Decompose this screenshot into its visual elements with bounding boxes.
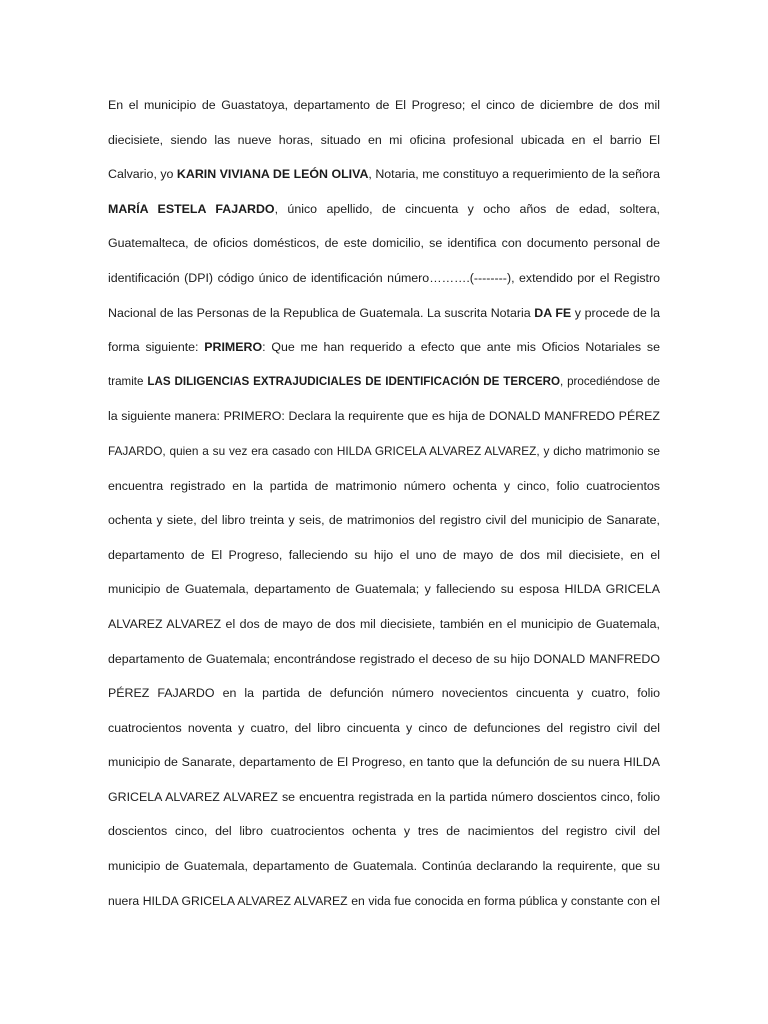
text-line [108,88,660,123]
text-line [108,814,660,849]
bold-text-segment: KARIN VIVIANA DE LEÓN OLIVA [176,167,369,182]
text-line [108,296,660,331]
text-segment: Guatemalteca, de oficios domésticos, de este domicilio, se identifica con documento personal de [108,236,660,251]
text-line [108,607,660,642]
text-segment: doscientos cinco, del libro cuatrocientos ochenta y tres de nacimientos del registro civil del [108,824,660,839]
text-line [108,884,660,919]
text-line [108,676,660,711]
text-line [108,399,660,434]
text-line [108,157,660,192]
text-segment: forma siguiente: [108,340,205,355]
text-segment: : Que me han requerido a efecto que ante mis Oficios Notariales se [262,340,660,355]
document-body-text [108,88,660,918]
text-line [108,538,660,573]
text-segment: nuera HILDA GRICELA ALVAREZ ALVAREZ en vida fue conocida en forma pública y constante con el [108,893,660,908]
text-segment: ochenta y siete, del libro treinta y seis, de matrimonios del registro civil del municipio de Sanarate, [108,513,660,528]
text-segment: municipio de Guatemala, departamento de Guatemala; y falleciendo su esposa HILDA GRICELA [108,582,660,597]
text-line [108,192,660,227]
text-line [108,226,660,261]
text-line [108,469,660,504]
text-segment: encuentra registrado en la partida de matrimonio número ochenta y cinco, folio cuatrocientos [108,478,660,493]
text-segment: Nacional de las Personas de la Republica de Guatemala. La suscrita Notaria [108,305,535,320]
text-line [108,365,660,400]
text-line [108,711,660,746]
text-segment: PÉREZ FAJARDO en la partida de defunción número novecientos cincuenta y cuatro, folio [108,686,660,701]
text-line [108,849,660,884]
text-segment: tramite [108,374,148,388]
text-line [108,261,660,296]
text-segment: FAJARDO, quien a su vez era casado con HILDA GRICELA ALVAREZ ALVAREZ, y dicho matrimonio se [108,443,660,458]
text-segment: , único apellido, de cincuenta y ocho años de edad, soltera, [274,201,660,216]
text-line [108,572,660,607]
bold-text-segment: LAS DILIGENCIAS EXTRAJUDICIALES DE IDENTIFICACIÓN DE TERCERO [147,374,560,388]
text-segment: departamento de Guatemala; encontrándose registrado el deceso de su hijo DONALD MANFREDO [108,651,660,666]
text-segment: departamento de El Progreso, falleciendo su hijo el uno de mayo de dos mil diecisiete, en el [108,547,660,562]
text-line [108,745,660,780]
text-segment: cuatrocientos noventa y cuatro, del libro cincuenta y cinco de defunciones del registro civil del [108,720,660,735]
bold-text-segment: DA FE [534,305,572,320]
bold-text-segment: PRIMERO [204,340,263,355]
text-line [108,503,660,538]
text-line [108,780,660,815]
text-segment: Calvario, yo [108,167,177,182]
text-segment: , procediéndose de [559,374,660,388]
text-line [108,434,660,469]
text-segment: la siguiente manera: PRIMERO: Declara la requirente que es hija de DONALD MANFREDO PÉREZ [108,409,660,424]
text-segment: ALVAREZ ALVAREZ el dos de mayo de dos mil diecisiete, también en el municipio de Guatemala, [108,616,660,631]
text-line [108,123,660,158]
text-segment: , Notaria, me constituyo a requerimiento de la señora [368,167,660,182]
text-segment: GRICELA ALVAREZ ALVAREZ se encuentra registrada en la partida número doscientos cinco, folio [108,789,660,804]
text-segment: diecisiete, siendo las nueve horas, situado en mi oficina profesional ubicada en el barrio El [108,132,660,147]
text-line [108,642,660,677]
text-line [108,330,660,365]
bold-text-segment: MARÍA ESTELA FAJARDO [108,201,275,216]
text-segment: y procede de la [571,305,661,320]
text-segment: municipio de Guatemala, departamento de Guatemala. Continúa declarando la requirente, que su [108,859,660,874]
text-segment: identificación (DPI) código único de identificación número……….(--------), extendido por el Registro [108,270,660,285]
text-segment: municipio de Sanarate, departamento de El Progreso, en tanto que la defunción de su nuera HILDA [108,755,660,770]
text-segment: En el municipio de Guastatoya, departamento de El Progreso; el cinco de diciembre de dos mil [108,98,660,112]
